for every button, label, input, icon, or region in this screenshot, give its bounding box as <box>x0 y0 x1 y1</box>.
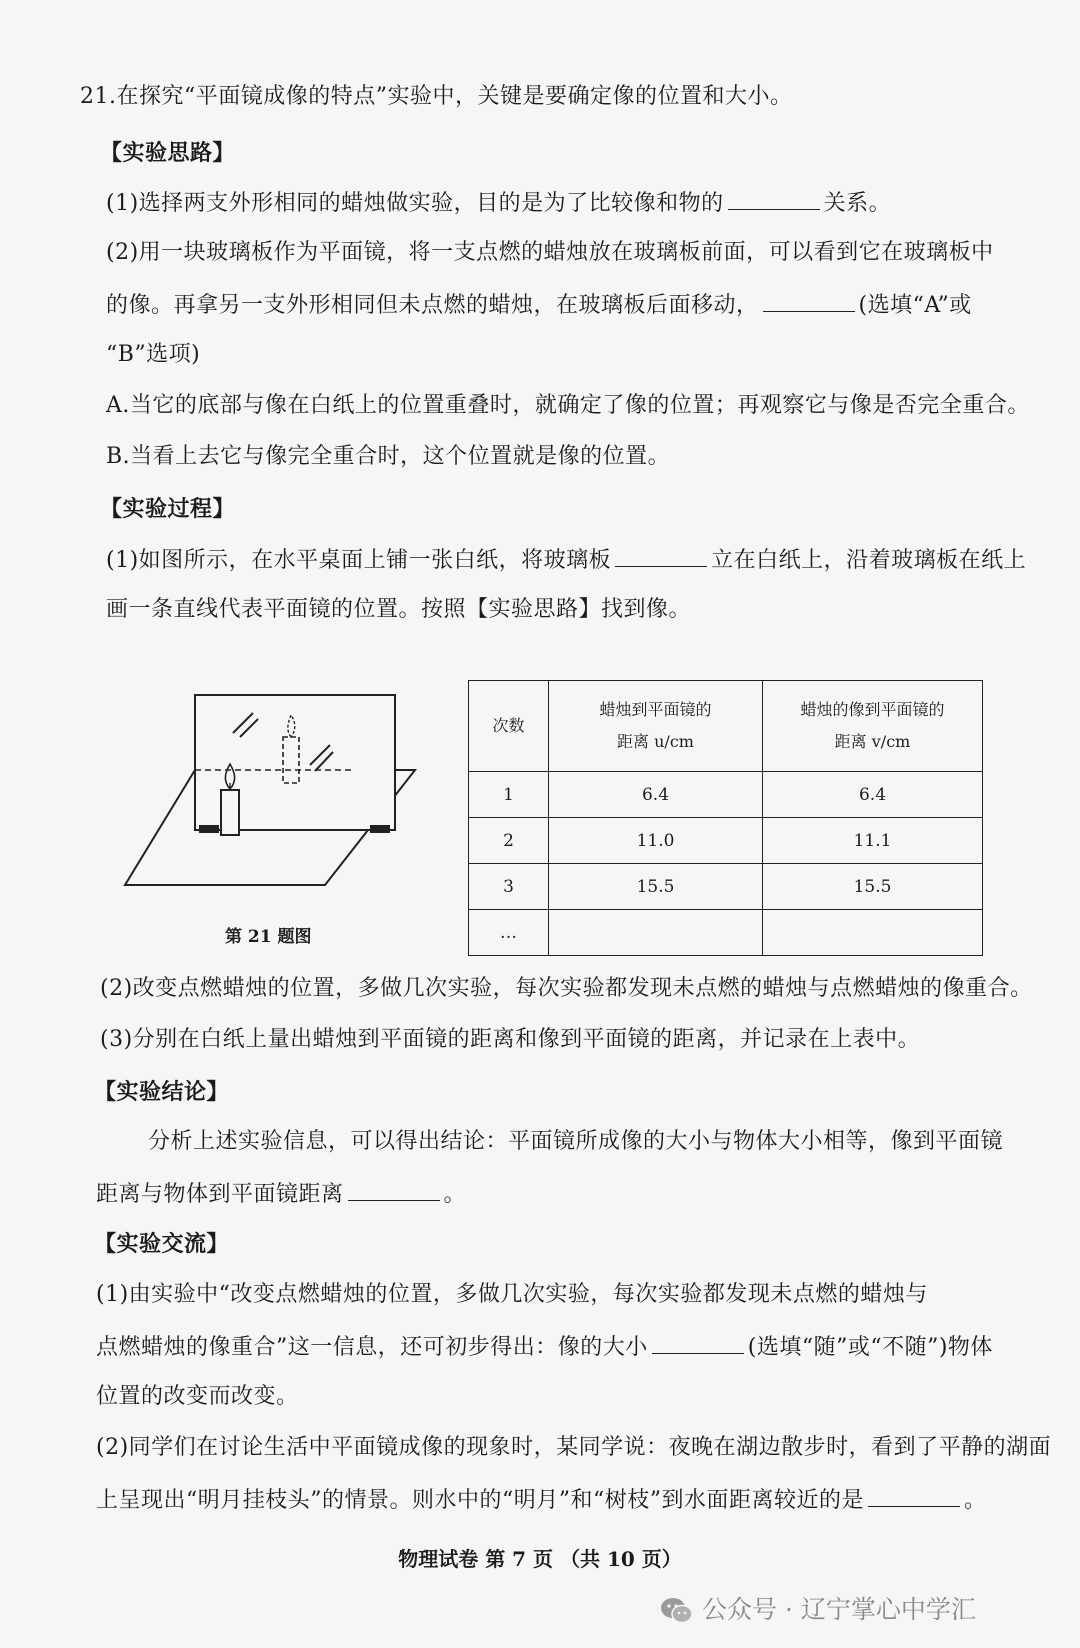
exchange-item-1-line3: 位置的改变而改变。 <box>96 1384 299 1409</box>
cell-v: 11.1 <box>763 818 983 864</box>
header-u-line1: 蜡烛到平面镜的 <box>599 700 712 719</box>
process-item-3: (3)分别在白纸上量出蜡烛到平面镜的距离和像到平面镜的距离，并记录在上表中。 <box>100 1027 921 1052</box>
table-header-row <box>469 681 983 772</box>
option-a: A.当它的底部与像在白纸上的位置重叠时，就确定了像的位置；再观察它与像是否完全重合。 <box>106 393 1030 418</box>
header-v-line2: 距离 v/cm <box>834 732 911 751</box>
data-table <box>468 680 983 956</box>
header-count: 次数 <box>469 681 549 772</box>
lit-candle <box>221 790 239 835</box>
idea-item-2-text: 的像。再拿另一支外形相同但未点燃的蜡烛，在玻璃板后面移动， <box>106 293 759 318</box>
section-heading-exchange: 【实验交流】 <box>94 1231 230 1257</box>
conclusion-text: 距离与物体到平面镜距离 <box>96 1182 344 1207</box>
section-heading-idea: 【实验思路】 <box>100 140 236 166</box>
section-heading-process: 【实验过程】 <box>100 496 236 522</box>
header-u <box>549 681 763 772</box>
process-item-1-line2: 画一条直线代表平面镜的位置。按照【实验思路】找到像。 <box>106 597 692 622</box>
exchange-item-1-text: 点燃蜡烛的像重合”这一信息，还可初步得出：像的大小 <box>96 1335 648 1360</box>
watermark <box>660 1590 976 1626</box>
page-footer: 物理试卷 第 7 页 （共 10 页） <box>398 1547 682 1571</box>
idea-item-2-tail: (选填“A”或 <box>858 293 972 318</box>
cell-u: 6.4 <box>549 772 763 818</box>
process-item-1-text: (1)如图所示，在水平桌面上铺一张白纸，将玻璃板 <box>106 548 612 573</box>
exchange-item-1-line2 <box>96 1331 993 1363</box>
conclusion-line1: 分析上述实验信息，可以得出结论：平面镜所成像的大小与物体大小相等，像到平面镜 <box>148 1129 1004 1154</box>
experiment-figure <box>115 685 425 910</box>
answer-blank-2[interactable] <box>763 289 855 312</box>
conclusion-tail: 。 <box>443 1182 467 1207</box>
cell-v: 15.5 <box>763 864 983 910</box>
answer-blank-4[interactable] <box>348 1178 440 1201</box>
cell-u: 11.0 <box>549 818 763 864</box>
option-b: B.当看上去它与像完全重合时，这个位置就是像的位置。 <box>106 444 671 469</box>
conclusion-line2 <box>96 1178 466 1210</box>
answer-blank-3[interactable] <box>615 544 707 567</box>
watermark-text: 公众号 · 辽宁掌心中学汇 <box>702 1595 976 1624</box>
process-item-2: (2)改变点燃蜡烛的位置，多做几次实验，每次实验都发现未点燃的蜡烛与点燃蜡烛的像重合。 <box>100 976 1033 1001</box>
cell-count: 1 <box>469 772 549 818</box>
exchange-item-2-tail: 。 <box>964 1488 987 1513</box>
wechat-icon <box>660 1597 694 1625</box>
exchange-item-2-line2 <box>96 1484 987 1516</box>
exchange-item-1-tail: (选填“随”或“不随”)物体 <box>747 1335 993 1360</box>
process-item-1-tail: 立在白纸上，沿着玻璃板在纸上 <box>711 548 1027 573</box>
cell-u <box>549 910 763 956</box>
answer-blank-6[interactable] <box>868 1484 960 1507</box>
cell-count: 2 <box>469 818 549 864</box>
idea-item-2-line3: “B”选项) <box>106 342 201 367</box>
section-heading-conclusion: 【实验结论】 <box>94 1079 230 1105</box>
glass-holder-left <box>199 825 219 833</box>
question-title: 21.在探究“平面镜成像的特点”实验中，关键是要确定像的位置和大小。 <box>80 84 793 109</box>
table-row <box>469 818 983 864</box>
table-row <box>469 910 983 956</box>
exchange-item-2-text: 上呈现出“明月挂枝头”的情景。则水中的“明月”和“树枝”到水面距离较近的是 <box>96 1488 864 1513</box>
header-v <box>763 681 983 772</box>
header-v-line1: 蜡烛的像到平面镜的 <box>800 700 945 719</box>
idea-item-1-tail: 关系。 <box>823 191 892 216</box>
cell-v <box>763 910 983 956</box>
process-item-1 <box>106 544 1026 576</box>
cell-v: 6.4 <box>763 772 983 818</box>
answer-blank-5[interactable] <box>652 1331 744 1354</box>
cell-count: … <box>469 910 549 956</box>
answer-blank-1[interactable] <box>728 187 820 210</box>
cell-count: 3 <box>469 864 549 910</box>
idea-item-1 <box>106 187 891 219</box>
glass-holder-right <box>370 825 390 833</box>
idea-item-2-line1: (2)用一块玻璃板作为平面镜，将一支点燃的蜡烛放在玻璃板前面，可以看到它在玻璃板中 <box>106 240 994 265</box>
table-row <box>469 772 983 818</box>
idea-item-1-text: (1)选择两支外形相同的蜡烛做实验，目的是为了比较像和物的 <box>106 191 724 216</box>
exchange-item-2-line1: (2)同学们在讨论生活中平面镜成像的现象时，某同学说：夜晚在湖边散步时，看到了平静的湖面 <box>96 1435 1052 1460</box>
cell-u: 15.5 <box>549 864 763 910</box>
table-row <box>469 864 983 910</box>
exchange-item-1-line1: (1)由实验中“改变点燃蜡烛的位置，多做几次实验，每次实验都发现未点燃的蜡烛与 <box>96 1282 928 1307</box>
header-u-line2: 距离 u/cm <box>617 732 694 751</box>
idea-item-2-line2 <box>106 289 972 321</box>
figure-caption: 第 21 题图 <box>225 927 312 947</box>
